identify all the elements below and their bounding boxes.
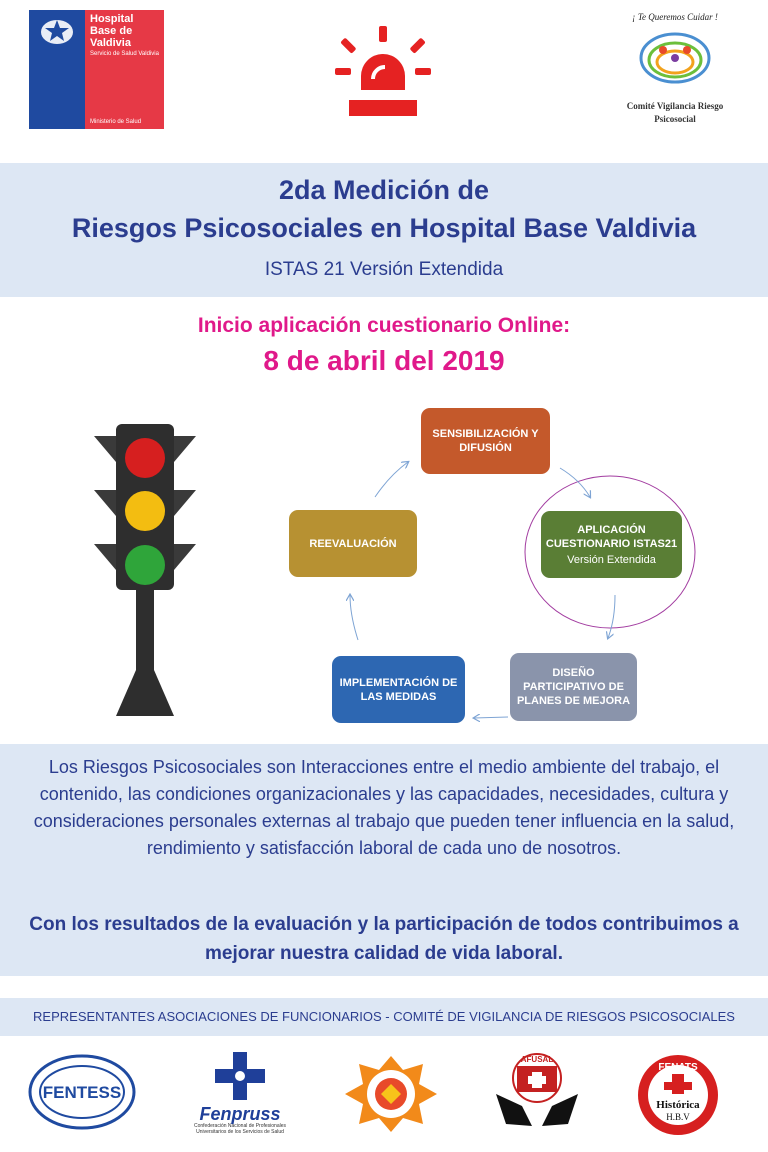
cross-icon [215,1052,265,1100]
afusal-logo [492,1048,582,1132]
fentess-label: FENTESS [42,1083,122,1102]
committee-name: Comité Vigilancia Riesgo Psicosocial [626,101,724,124]
logo-blue-panel [29,10,85,129]
logo-red-panel [85,10,164,129]
title-line-2: Riesgos Psicosociales en Hospital Base Valdivia [71,213,697,243]
ministry-label: Ministerio de Salud [90,119,142,125]
cycle-step-sensibilizacion [421,408,550,474]
fenpruss-label: Fenpruss [199,1104,281,1124]
hospital-service: Servicio de Salud Valdivia [90,51,159,57]
title-band [0,163,768,297]
association-badge-logo [343,1054,439,1132]
fenpruss-logo [185,1052,295,1135]
info-paragraph: Los Riesgos Psicosociales son Interacciones entre el medio ambiente del trabajo, el contenido, las condiciones organizacionales y las capacidades, necesidades, cultura y consideraciones personales externas al trabajo que pueden tener influencia en la salud, rendimiento y satisfacción laboral de cada uno de nosotros. [33,757,735,858]
alarm-siren-icon [333,24,433,124]
afusal-label: AFUSAL [520,1055,554,1064]
step-label: DISEÑO PARTICIPATIVO DE PLANES DE MEJORA [516,667,631,707]
step-label: REEVALUACIÓN [309,537,397,550]
step-label: SENSIBILIZACIÓN Y DIFUSIÓN [432,428,539,454]
fenpruss-sublabel: Confederación Nacional de Profesionales Universitarios de los Servicios de Salud [193,1123,286,1135]
cycle-step-aplicacion [541,511,682,578]
start-date: 8 de abril del 2019 [263,345,505,376]
people-circle-icon [635,28,715,88]
start-label: Inicio aplicación cuestionario Online: [197,314,571,337]
step-label: IMPLEMENTACIÓN DE LAS MEDIDAS [339,676,458,703]
fentess-logo [28,1052,136,1132]
fenats-sublabel: Histórica [656,1099,700,1111]
representatives-band: REPRESENTANTES ASOCIACIONES DE FUNCIONARIOS - COMITÉ DE VIGILANCIA DE RIESGOS PSICOSOCIALES [0,998,768,1036]
hospital-logo [29,10,164,129]
committee-logo [610,12,740,132]
committee-slogan: ¡ Te Queremos Cuidar ! [632,12,718,22]
fenats-label: FENATS [658,1062,698,1073]
traffic-light-icon [90,420,200,720]
step-label: APLICACIÓN CUESTIONARIO ISTAS21 [545,523,678,550]
step-sublabel: Versión Extendida [567,553,656,566]
title-line-3: ISTAS 21 Versión Extendida [264,259,504,280]
fenats-hbv: H.B.V [666,1112,690,1122]
cycle-step-implementacion [332,656,465,723]
title-line-1: 2da Medición de [278,175,490,205]
cycle-step-reevaluacion [289,510,417,577]
coat-of-arms-icon [29,10,85,60]
hospital-name: Hospital Base de Valdivia [90,13,134,49]
info-band [0,744,768,976]
fenats-logo [635,1054,721,1136]
info-closing: Con los resultados de la evaluación y la participación de todos contribuimos a mejorar nuestra calidad de vida laboral. [29,914,739,964]
cycle-step-diseno [510,653,637,721]
